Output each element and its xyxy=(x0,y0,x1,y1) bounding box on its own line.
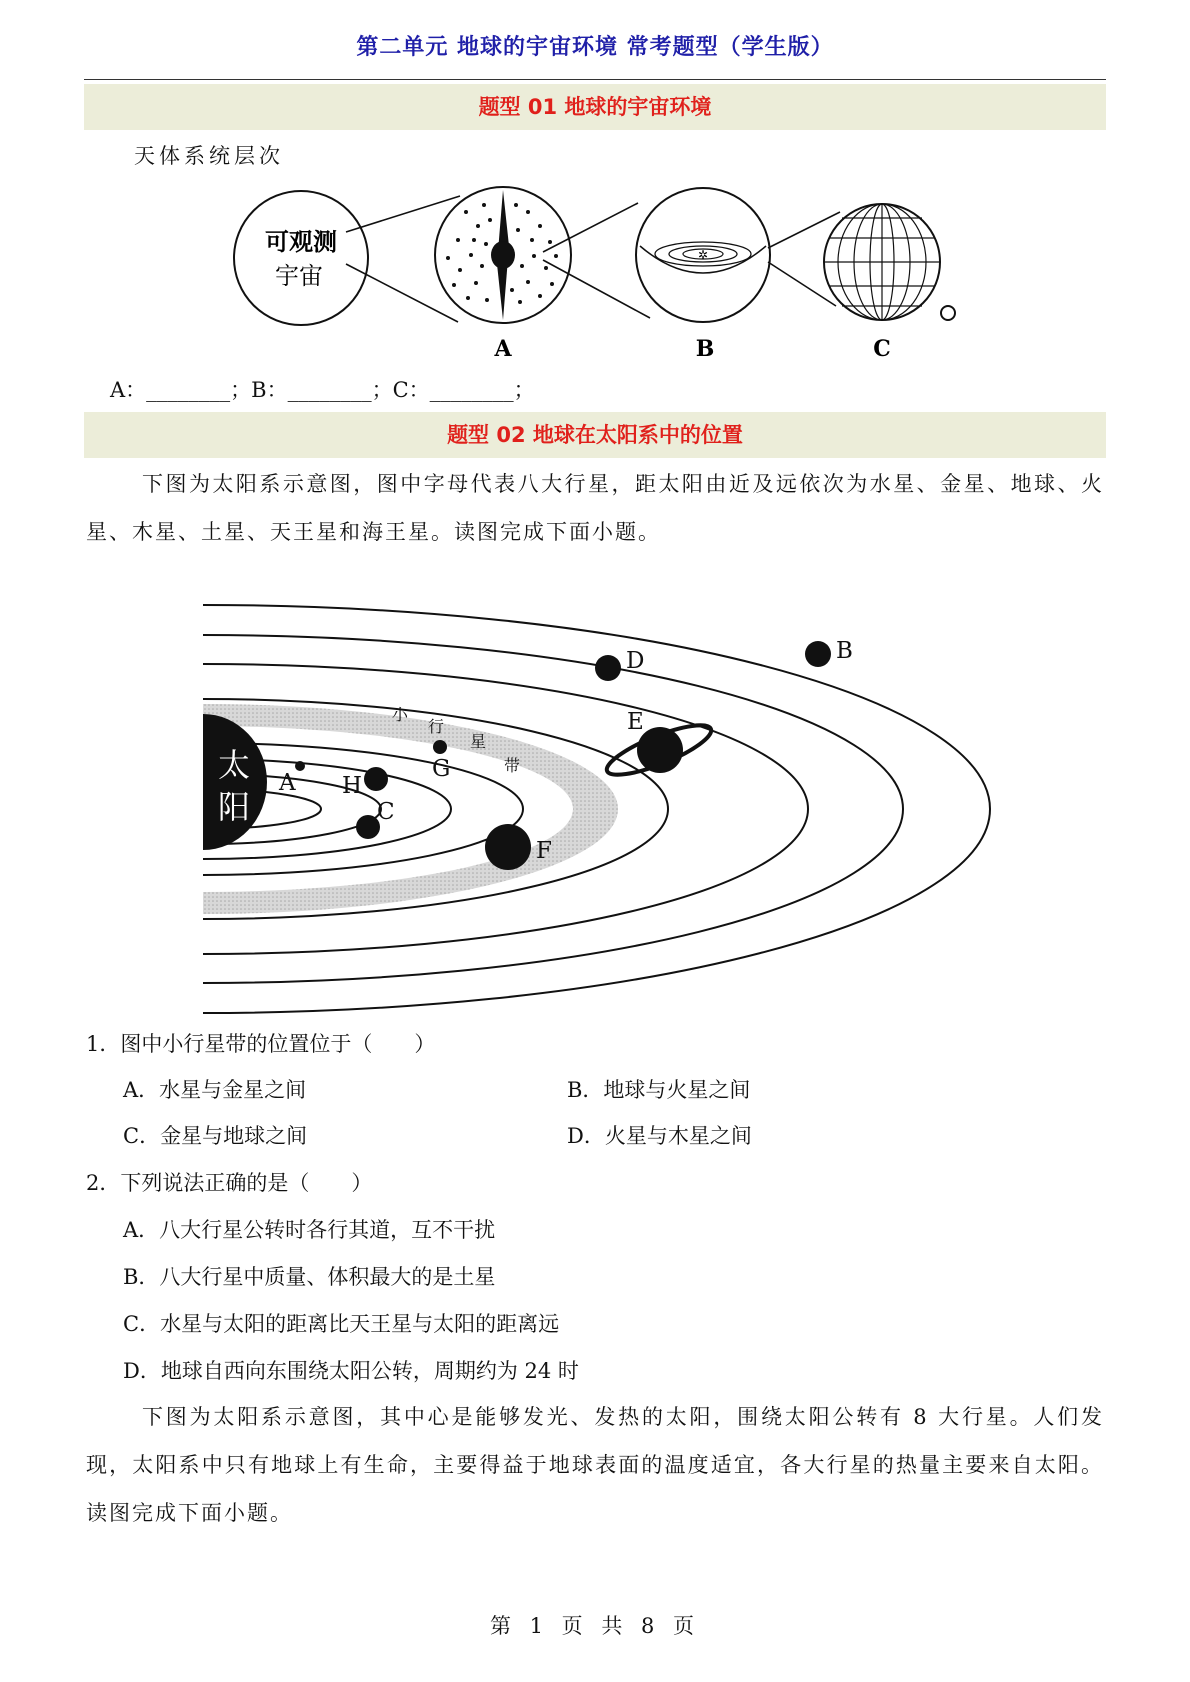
planet-label-h: H xyxy=(342,773,363,799)
planet-label-b: B xyxy=(836,638,853,664)
question-1-option-b[interactable]: B．地球与火星之间 xyxy=(567,1078,751,1102)
question-2-option-a[interactable]: A．八大行星公转时各行其道，互不干扰 xyxy=(123,1218,496,1242)
planet-h xyxy=(364,767,388,791)
planet-g xyxy=(433,740,447,754)
belt-char-4: 带 xyxy=(504,756,521,775)
galaxy-circle xyxy=(435,187,571,323)
svg-text:✲: ✲ xyxy=(697,248,709,262)
belt-char-2: 行 xyxy=(428,717,445,736)
planet-label-a: A xyxy=(279,770,296,796)
planet-f xyxy=(485,824,531,870)
question-1-stem: 1．图中小行星带的位置位于（ ） xyxy=(86,1032,436,1056)
question-2-option-d[interactable]: D．地球自西向东围绕太阳公转，周期约为 24 时 xyxy=(123,1359,579,1383)
planet-label-d: D xyxy=(626,648,645,674)
question-1-option-c[interactable]: C．金星与地球之间 xyxy=(123,1124,308,1148)
observable-universe-label-1: 可观测 xyxy=(265,227,337,256)
solar-system-circle xyxy=(636,188,770,322)
planet-d xyxy=(595,655,621,681)
closing-paragraph: 下图为太阳系示意图，其中心是能够发光、发热的太阳，围绕太阳公转有 8 大行星。人们发现，太阳系中只有地球上有生命，主要得益于地球表面的温度适宜，各大行星的热量主要来自太阳。读图完成下面小题。 xyxy=(86,1405,1104,1525)
question-1-option-d[interactable]: D．火星与木星之间 xyxy=(567,1124,752,1148)
question-2-stem: 2．下列说法正确的是（ ） xyxy=(86,1171,373,1195)
planet-a xyxy=(295,761,305,771)
planet-label-g: G xyxy=(432,756,451,782)
page-title: 第二单元 地球的宇宙环境 常考题型（学生版） xyxy=(356,35,834,60)
label-b: B xyxy=(695,336,715,362)
belt-char-1: 小 xyxy=(392,705,409,724)
label-c: C xyxy=(873,336,891,362)
belt-char-3: 星 xyxy=(470,732,487,751)
moon xyxy=(941,306,955,320)
planet-b xyxy=(805,641,831,667)
question-1-option-a[interactable]: A．水星与金星之间 xyxy=(123,1078,307,1102)
title-divider xyxy=(84,79,1106,80)
earth-globe xyxy=(824,204,940,320)
question-2-option-b[interactable]: B．八大行星中质量、体积最大的是土星 xyxy=(123,1265,496,1289)
solar-intro-paragraph: 下图为太阳系示意图，图中字母代表八大行星，距太阳由近及远依次为水星、金星、地球、火星、木星、土星、天王星和海王星。读图完成下面小题。 xyxy=(86,472,1104,544)
section-heading-02: 题型 02 地球在太阳系中的位置 xyxy=(84,412,1106,458)
planet-label-e: E xyxy=(627,709,644,735)
sun-label-1: 太 xyxy=(217,746,251,784)
solar-system-diagram xyxy=(190,565,1010,1020)
fill-in-blanks: A：________；B：________；C：________； xyxy=(110,378,535,402)
celestial-systems-diagram xyxy=(225,180,965,370)
planet-label-c: C xyxy=(377,799,395,825)
label-a: A xyxy=(494,336,512,362)
diagram-caption: 天体系统层次 xyxy=(134,144,284,168)
question-2-option-c[interactable]: C．水星与太阳的距离比天王星与太阳的距离远 xyxy=(123,1312,560,1336)
planet-e-saturn xyxy=(602,716,716,784)
page-footer: 第 1 页 共 8 页 xyxy=(489,1614,701,1638)
planet-label-f: F xyxy=(536,838,552,864)
observable-universe-label-2: 宇宙 xyxy=(275,262,323,290)
section-heading-01: 题型 01 地球的宇宙环境 xyxy=(84,84,1106,130)
sun-label-2: 阳 xyxy=(217,788,251,826)
